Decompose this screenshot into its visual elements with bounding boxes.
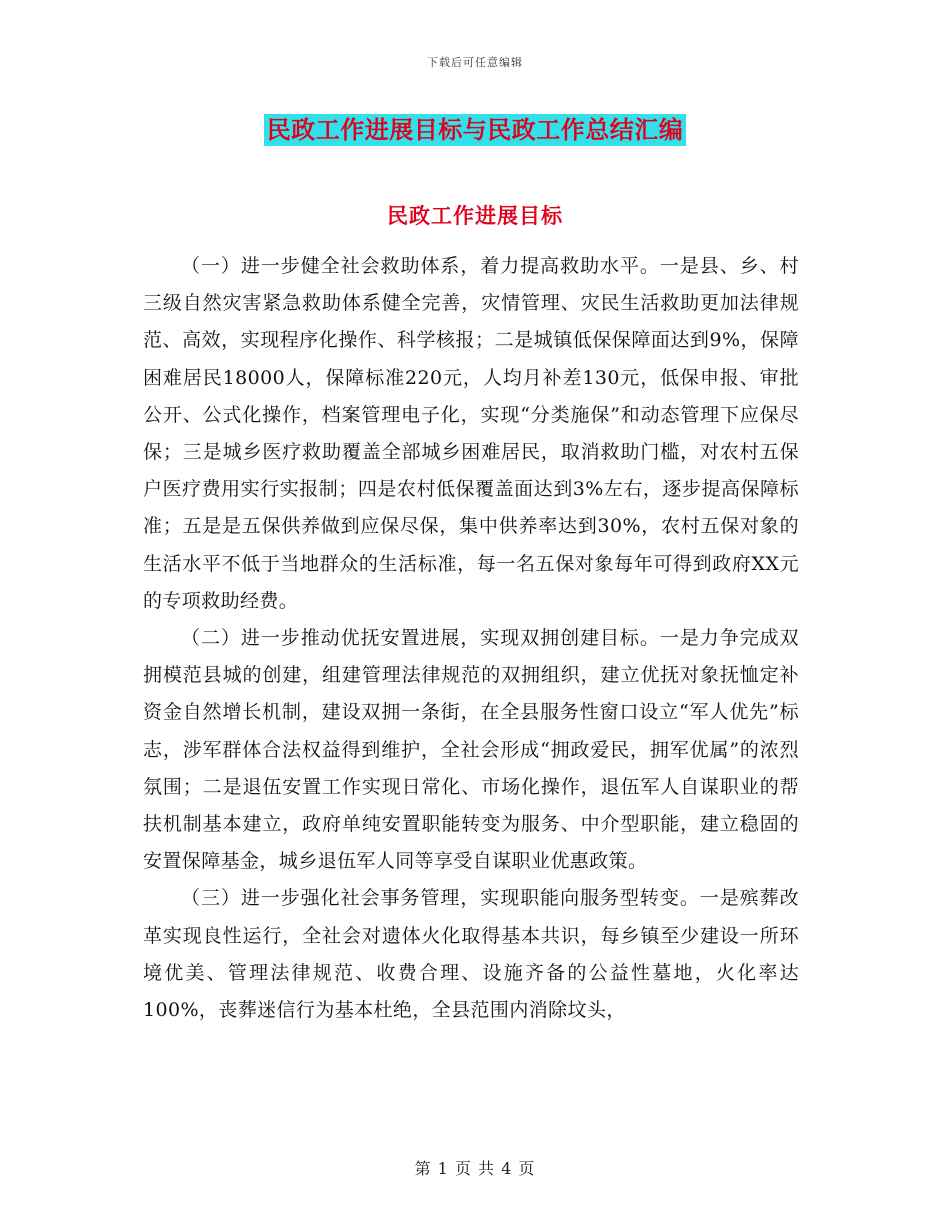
paragraph-1: （一）进一步健全社会救助体系，着力提高救助水平。一是县、乡、村三级自然灾害紧急救助体系健全完善，灾情管理、灾民生活救助更加法律规范、高效，实现程序化操作、科学核报；二是城镇低保保障面达到9%，保障困难居民18000人，保障标准220元，人均月补差130元，低保申报、审批公开、公式化操作，档案管理电子化，实现“分类施保”和动态管理下应保尽保；三是城乡医疗救助覆盖全部城乡困难居民，取消救助门槛，对农村五保户医疗费用实行实报制；四是农村低保覆盖面达到3%左右，逐步提高保障标准；五是是五保供养做到应保尽保，集中供养率达到30%，农村五保对象的生活水平不低于当地群众的生活标准，每一名五保对象每年可得到政府XX元的专项救助经费。 bbox=[143, 255, 799, 612]
paragraph-2: （二）进一步推动优抚安置进展，实现双拥创建目标。一是力争完成双拥模范县城的创建，组建管理法律规范的双拥组织，建立优抚对象抚恤定补资金自然增长机制，建设双拥一条街，在全县服务性窗口设立“军人优先”标志，涉军群体合法权益得到维护，全社会形成“拥政爱民，拥军优属”的浓烈氛围；二是退伍安置工作实现日常化、市场化操作，退伍军人自谋职业的帮扶机制基本建立，政府单纯安置职能转变为服务、中介型职能，建立稳固的安置保障基金，城乡退伍军人同等享受自谋职业优惠政策。 bbox=[143, 627, 799, 873]
paragraph-3: （三）进一步强化社会事务管理，实现职能向服务型转变。一是殡葬改革实现良性运行，全社会对遗体火化取得基本共识，每乡镇至少建设一所环境优美、管理法律规范、收费合理、设施齐备的公益性墓地，火化率达100%，丧葬迷信行为基本杜绝，全县范围内消除坟头， bbox=[143, 887, 799, 1022]
page-number-footer: 第 1 页 共 4 页 bbox=[414, 1159, 536, 1178]
section-title: 民政工作进展目标 bbox=[387, 203, 563, 228]
document-title: 民政工作进展目标与民政工作总结汇编 bbox=[264, 114, 687, 146]
header-note: 下载后可任意编辑 bbox=[427, 56, 523, 69]
document-title-container bbox=[0, 114, 950, 146]
body-text bbox=[143, 248, 799, 1029]
